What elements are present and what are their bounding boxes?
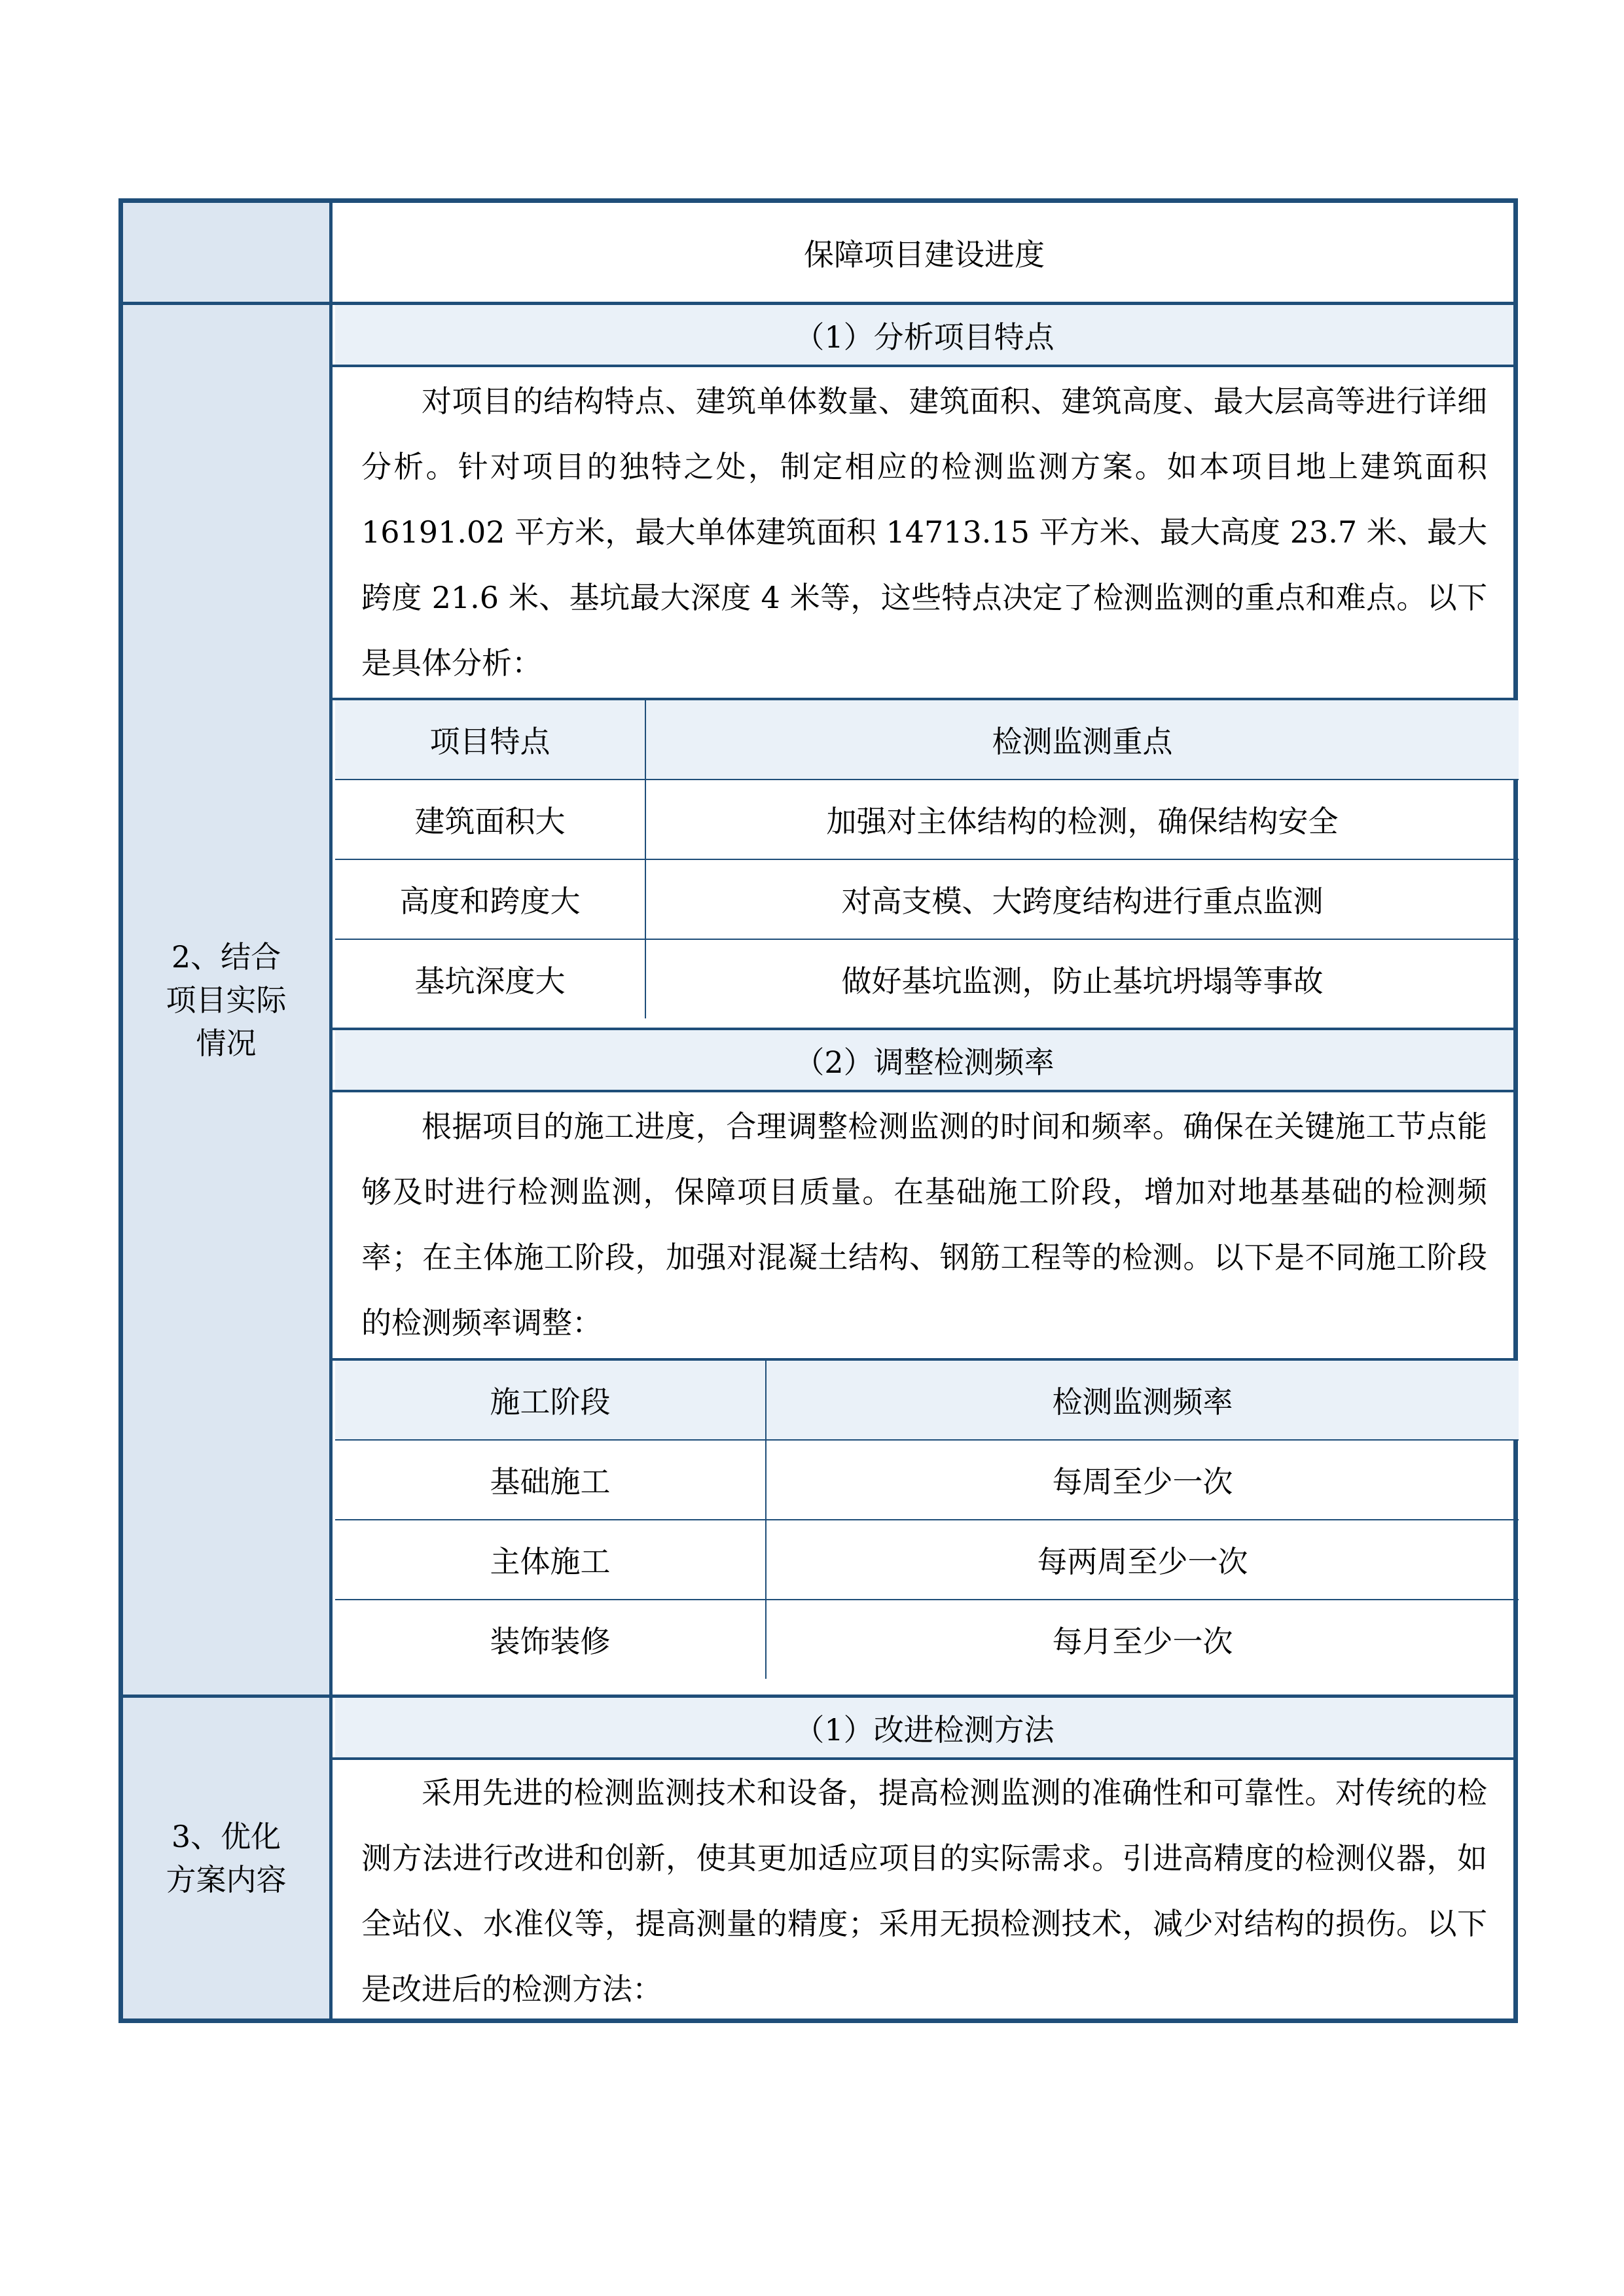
table-cell: 每两周至少一次 xyxy=(766,1520,1519,1600)
section2-part2-heading-text: （2）调整检测频率 xyxy=(794,1044,1055,1080)
table-cell: 每周至少一次 xyxy=(766,1440,1519,1520)
table-header-cell: 检测监测重点 xyxy=(645,700,1519,780)
table-row xyxy=(335,1520,1519,1600)
table-cell: 基坑深度大 xyxy=(335,939,645,1018)
section2-part1-heading-text: （1）分析项目特点 xyxy=(794,319,1055,355)
document-table xyxy=(118,198,1518,2023)
table-cell: 装饰装修 xyxy=(335,1600,766,1679)
table-header-cell: 施工阶段 xyxy=(335,1361,766,1440)
table-cell: 主体施工 xyxy=(335,1520,766,1600)
table-cell: 基础施工 xyxy=(335,1440,766,1520)
table-row xyxy=(335,859,1519,939)
table-row xyxy=(335,1440,1519,1520)
section3-part1-heading-text: （1）改进检测方法 xyxy=(794,1712,1055,1748)
section3-part1-paragraph: 采用先进的检测监测技术和设备，提高检测监测的准确性和可靠性。对传统的检测方法进行改进和创新，使其更加适应项目的实际需求。引进高精度的检测仪器，如全站仪、水准仪等，提高测量的精度；采用无损检测技术，减少对结构的损伤。以下是改进后的检测方法： xyxy=(361,1775,1487,2007)
table-header-cell: 检测监测频率 xyxy=(766,1361,1519,1440)
table-cell: 高度和跨度大 xyxy=(335,859,645,939)
side-cell-section2 xyxy=(123,305,329,1695)
table-row xyxy=(335,939,1519,1018)
table-row xyxy=(335,1600,1519,1679)
section1-title-text: 保障项目建设进度 xyxy=(804,236,1045,272)
side-cell-section3 xyxy=(123,1698,329,2018)
section2-part1-heading xyxy=(335,305,1513,365)
side-cell-section1 xyxy=(123,203,329,302)
table-row xyxy=(335,780,1519,859)
section1-title xyxy=(335,203,1513,302)
frequency-table xyxy=(335,1361,1519,1679)
table-cell: 每月至少一次 xyxy=(766,1600,1519,1679)
side-label-section3: 3、优化方案内容 xyxy=(166,1819,287,1897)
column-divider xyxy=(329,203,333,2018)
section2-part1-paragraph: 对项目的结构特点、建筑单体数量、建筑面积、建筑高度、最大层高等进行详细分析。针对项目的独特之处，制定相应的检测监测方案。如本项目地上建筑面积 16191.02 平方米，最大单体建筑面积 14713.15 平方米、最大高度 23.7 米、最大跨度 21.6 米、基坑最大深度 4 米等，这些特点决定了检测监测的重点和难点。以下是具体分析： xyxy=(361,384,1487,681)
side-label-section2: 2、结合项目实际情况 xyxy=(166,939,287,1061)
section2-part2-heading xyxy=(335,1030,1513,1090)
table-cell: 加强对主体结构的检测，确保结构安全 xyxy=(645,780,1519,859)
table-cell: 建筑面积大 xyxy=(335,780,645,859)
table-header-row xyxy=(335,1361,1519,1440)
table-cell: 对高支模、大跨度结构进行重点监测 xyxy=(645,859,1519,939)
table-header-cell: 项目特点 xyxy=(335,700,645,780)
features-table xyxy=(335,700,1519,1018)
table-header-row xyxy=(335,700,1519,780)
section2-part2-paragraph: 根据项目的施工进度，合理调整检测监测的时间和频率。确保在关键施工节点能够及时进行检测监测，保障项目质量。在基础施工阶段，增加对地基基础的检测频率；在主体施工阶段，加强对混凝土结构、钢筋工程等的检测。以下是不同施工阶段的检测频率调整： xyxy=(361,1109,1487,1340)
section3-part1-heading xyxy=(335,1698,1513,1757)
table-cell: 做好基坑监测，防止基坑坍塌等事故 xyxy=(645,939,1519,1018)
